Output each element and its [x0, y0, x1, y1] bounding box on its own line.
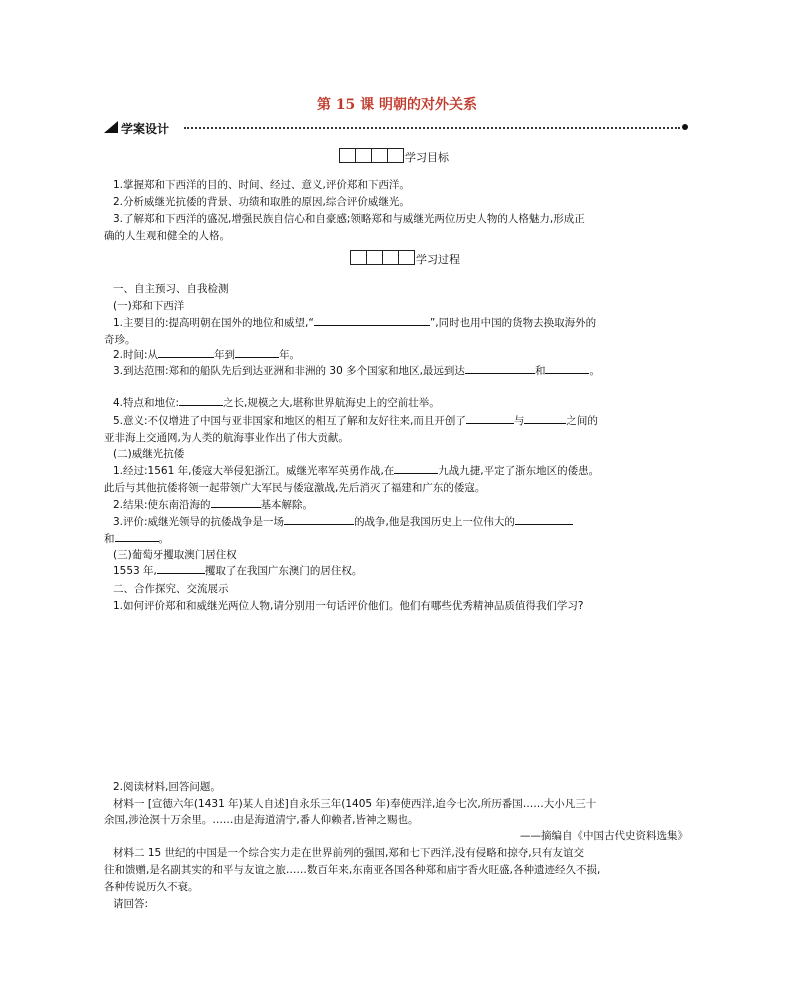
discussion-question-1: 1.如何评价郑和和威继光两位人物,请分别用一句话评价他们。他们有哪些优秀精神品质值得我们学习?: [113, 600, 584, 612]
blank[interactable]: [179, 395, 223, 406]
blank[interactable]: [284, 514, 354, 525]
section-header: [104, 120, 688, 136]
blank[interactable]: [158, 347, 214, 358]
blank[interactable]: [211, 497, 261, 508]
box-icons: [350, 250, 414, 268]
weijiguang-1-cont: 此后与其他抗倭将领一起带领广大军民与倭寇激战,先后消灭了福建和广东的倭寇。: [104, 482, 486, 494]
blank[interactable]: [157, 563, 205, 574]
discussion-question-2: 2.阅读材料,回答问题。: [113, 781, 221, 793]
question-3: 3.到达范围:郑和的船队先后到达亚洲和非洲的 30 多个国家和地区,最远到达 和 。: [113, 365, 600, 377]
blank[interactable]: [545, 363, 589, 374]
material-1: 材料一 [宣德六年(1431 年)某人自述]自永乐三年(1405 年)奉使西洋,迨今七次,所历番国……大小凡三十: [113, 798, 597, 810]
dotted-divider: [184, 127, 680, 129]
part-1-heading: 一、自主预习、自我检测: [113, 283, 229, 295]
section-label: 学案设计: [121, 122, 170, 136]
objective-1: 1.掌握郑和下西洋的目的、时间、经过、意义,评价郑和下西洋。: [113, 179, 410, 191]
subsection-1: (一)郑和下西洋: [113, 300, 185, 312]
material-2: 材料二 15 世纪的中国是一个综合实力走在世界前列的强国,郑和七下西洋,没有侵略和掠夺,只有友谊交: [113, 847, 585, 859]
material-2-cont-2: 各种传说历久不衰。: [104, 881, 199, 893]
blank[interactable]: [235, 347, 279, 358]
question-5: 5.意义:不仅增进了中国与亚非国家和地区的相互了解和友好往来,而且开创了 与 之间的: [113, 415, 598, 427]
page-title: 第 15 课 明朝的对外关系: [316, 97, 478, 113]
weijiguang-2: 2.结果:使东南沿海的 基本解除。: [113, 499, 314, 511]
objective-2: 2.分析威继光抗倭的背景、功绩和取胜的原因,综合评价威继光。: [113, 196, 410, 208]
weijiguang-3: 3.评价:威继光领导的抗倭战争是一场 的战争,他是我国历史上一位伟大的: [113, 514, 573, 529]
question-2: 2.时间:从 年到 年。: [113, 349, 301, 361]
blank[interactable]: [524, 413, 566, 424]
blank[interactable]: [394, 463, 438, 474]
question-5-cont: 亚非海上交通网,为人类的航海事业作出了伟大贡献。: [104, 432, 349, 444]
question-4: 4.特点和地位: 之长,规模之大,堪称世界航海史上的空前壮举。: [113, 397, 440, 409]
blank[interactable]: [515, 514, 573, 525]
blank[interactable]: [314, 315, 430, 326]
material-2-cont-1: 往和馈赠,是名副其实的和平与友谊之旅……数百年来,东南亚各国各种郑和庙宇香火旺盛,各种遗迹经久不损,: [104, 864, 601, 876]
objectives-heading: 学习目标: [339, 148, 449, 163]
objective-3-cont: 确的人生观和健全的人格。: [104, 230, 230, 242]
answer-prompt: 请回答:: [113, 898, 149, 910]
weijiguang-3-cont: 和 。: [104, 533, 169, 545]
question-1-cont: 奇珍。: [104, 334, 136, 346]
dot-end-icon: [682, 124, 688, 130]
box-icons: [339, 148, 403, 166]
portugal-1: 1553 年, 攫取了在我国广东澳门的居住权。: [113, 565, 363, 577]
blank[interactable]: [465, 363, 535, 374]
material-1-source: ——摘编自《中国古代史资料选集》: [520, 830, 688, 842]
subsection-3: (三)葡萄牙攫取澳门居住权: [113, 549, 237, 561]
process-heading: 学习过程: [350, 250, 460, 265]
subsection-2: (二)威继光抗倭: [113, 448, 185, 460]
part-2-heading: 二、合作探究、交流展示: [113, 583, 229, 595]
triangle-icon: [104, 121, 118, 133]
blank[interactable]: [115, 531, 159, 542]
blank[interactable]: [466, 413, 514, 424]
objective-3: 3.了解郑和下西洋的盛况,增强民族自信心和自豪感;领略郑和与威继光两位历史人物的人格魅力,形成正: [113, 213, 585, 225]
question-1: 1.主要目的:提高明朝在国外的地位和威望,“ ”,同时也用中国的货物去换取海外的: [113, 317, 597, 329]
material-1-cont: 余国,涉沧溟十万余里。……由是海道清宁,番人仰赖者,皆神之赐也。: [104, 814, 419, 826]
weijiguang-1: 1.经过:1561 年,倭寇大举侵犯浙江。威继光率军英勇作战,在 九战九捷,平定了浙东地区的倭患。: [113, 465, 600, 477]
